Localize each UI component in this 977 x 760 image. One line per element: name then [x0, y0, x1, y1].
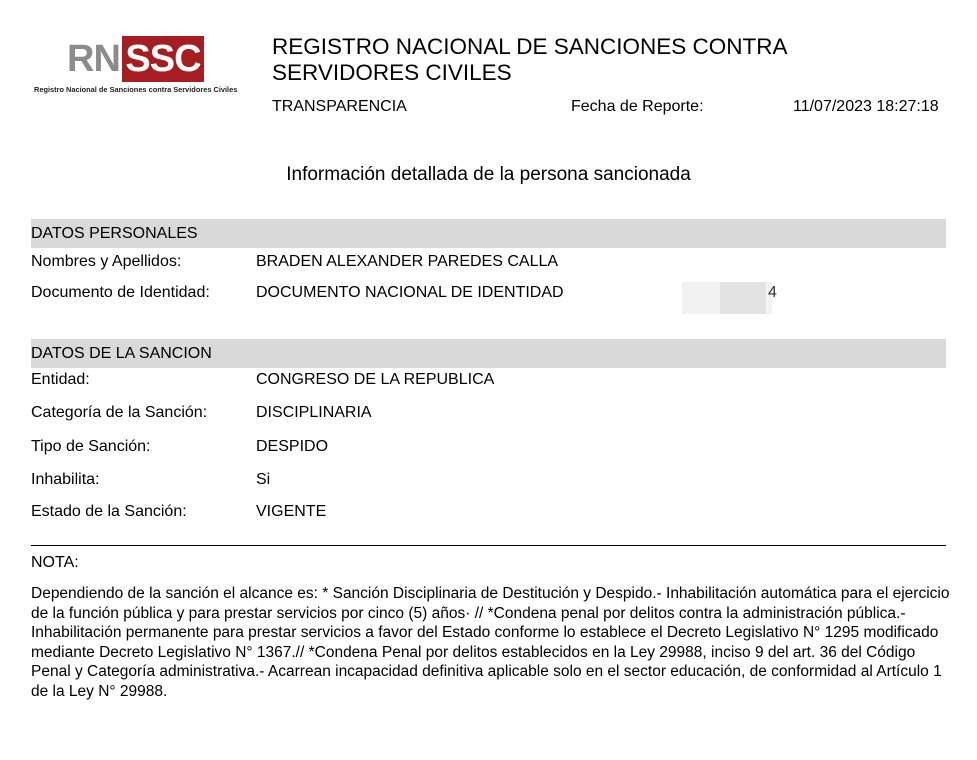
label-tipo: Tipo de Sanción: — [31, 438, 151, 455]
value-categoria: DISCIPLINARIA — [256, 404, 372, 421]
divider-line — [31, 545, 946, 546]
report-date-label: Fecha de Reporte: — [571, 98, 704, 115]
report-date-value: 11/07/2023 18:27:18 — [793, 98, 939, 115]
nota-text: Dependiendo de la sanción el alcance es: * Sanción Disciplinaria de Destitución y Despido.- Inhabilitación automática para el ejercicio de la función pública y para prestar servicios por cinco (5) años· // *Condena penal por delitos contra la administración pública.- Inhabilitación permanente para prestar servicios a favor del Estado conforme lo establece el Decreto Legislativo N° 1295 modificado mediante Decreto Legislativo N° 1367.// *Condena Penal por delitos establecidos en la Ley 29988, inciso 9 del art. 36 del Código Penal y Categoría administrativa.- Acarrean incapacidad definitiva aplicable solo en el sector educación, de conformidad al Artículo 1 de la Ley N° 29988. — [31, 585, 950, 700]
logo-rn-text: RN — [67, 38, 120, 80]
label-estado: Estado de la Sanción: — [31, 503, 187, 520]
page-title: Información detallada de la persona sancionada — [286, 164, 691, 185]
value-nombres: BRADEN ALEXANDER PAREDES CALLA — [256, 253, 559, 270]
label-inhabilita: Inhabilita: — [31, 471, 100, 488]
label-nombres: Nombres y Apellidos: — [31, 253, 182, 270]
label-categoria: Categoría de la Sanción: — [31, 404, 208, 421]
logo-caption: Registro Nacional de Sanciones contra Servidores Civiles — [34, 85, 238, 94]
report-title — [272, 34, 912, 86]
section-bar-sancion — [31, 339, 946, 368]
report-title-line1: REGISTRO NACIONAL DE SANCIONES CONTRA — [272, 34, 788, 59]
value-entidad: CONGRESO DE LA REPUBLICA — [256, 371, 495, 388]
nota-label: NOTA: — [31, 554, 79, 571]
label-documento: Documento de Identidad: — [31, 284, 210, 301]
section-heading-sancion: DATOS DE LA SANCION — [31, 345, 212, 362]
value-estado: VIGENTE — [256, 503, 327, 520]
label-entidad: Entidad: — [31, 371, 90, 388]
rnssc-logo — [34, 36, 256, 96]
logo-ssc-text: SSC — [125, 38, 201, 80]
report-title-line2: SERVIDORES CIVILES — [272, 60, 512, 85]
redacted-document-number-inner — [720, 282, 766, 314]
section-bar-personal — [31, 219, 946, 248]
value-tipo: DESPIDO — [256, 438, 329, 455]
value-documento: DOCUMENTO NACIONAL DE IDENTIDAD — [256, 284, 564, 301]
value-inhabilita: Si — [256, 471, 271, 488]
report-subtitle: TRANSPARENCIA — [272, 98, 407, 115]
document-number-tail: 4 — [768, 284, 777, 301]
logo-ssc-box — [122, 36, 204, 82]
section-heading-personal: DATOS PERSONALES — [31, 225, 198, 242]
